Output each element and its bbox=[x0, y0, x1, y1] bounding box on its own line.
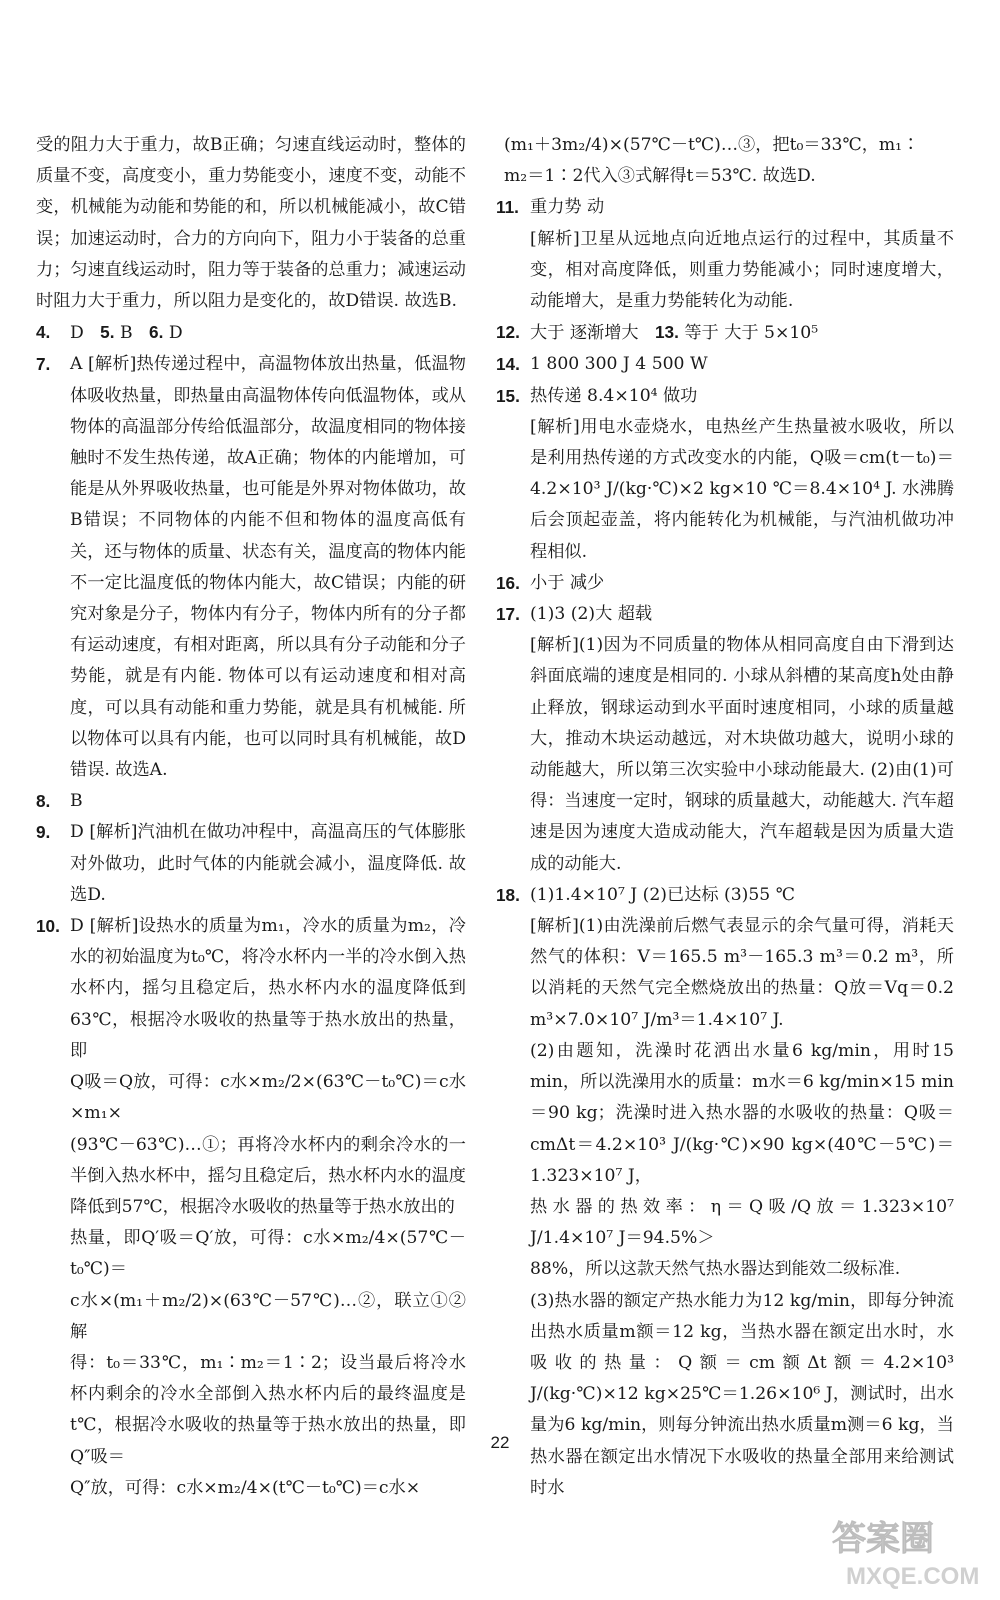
question-number: 9. bbox=[36, 822, 51, 843]
equation-5: (m₁＋3m₂/4)×(57℃－t℃)…③，把t₀＝33℃，m₁∶ bbox=[504, 135, 920, 155]
answer-text: 小于 减少 bbox=[530, 572, 605, 593]
question-number: 7. bbox=[36, 354, 51, 375]
answer-continuation: 受的阻力大于重力，故B正确；匀速直线运动时，整体的质量不变，高度变小，重力势能变小，速度不变，动能不变，机械能为动能和势能的和，所以机械能减小，故C错误；加速运动时，合力的方向向下，阻力小于装备的总重力；匀速直线运动时，阻力等于装备的总重力；减速运动时阻力大于重力，所以阻力是变化的，故D错误. 故选B. bbox=[36, 135, 466, 312]
answer-text: B bbox=[70, 791, 83, 812]
question-number: 11. bbox=[496, 197, 519, 218]
answers-12-13 bbox=[496, 317, 954, 349]
analysis-text: [解析]卫星从远地点向近地点运行的过程中，其质量不变，相对高度降低，则重力势能减小；同时速度增大，动能增大，是重力势能转化为动能. bbox=[530, 228, 954, 312]
answer-text: 得：t₀＝33℃，m₁∶m₂＝1∶2；设当最后将冷水杯内剩余的冷水全部倒入热水杯内后的最终温度是t℃，根据冷水吸收的热量等于热水放出的热量，即Q″吸＝ bbox=[70, 1352, 466, 1467]
equation-1: Q吸＝Q放，可得：c水×m₂/2×(63℃－t₀℃)＝c水×m₁× bbox=[70, 1072, 466, 1124]
answer-16 bbox=[496, 568, 954, 599]
answer-text: m₂＝1∶2代入③式解得t＝53℃. 故选D. bbox=[504, 166, 816, 187]
answer-8 bbox=[36, 786, 466, 817]
question-number: 18. bbox=[496, 884, 520, 905]
answer-text: D bbox=[70, 323, 84, 344]
answer-text: D [解析]设热水的质量为m₁，冷水的质量为m₂，冷水的初始温度为t₀℃，将冷水杯内一半的冷水倒入热水杯内，摇匀且稳定后，热水杯内水的温度降低到63℃，根据冷水吸收的热量等于热水放出的热量，即 bbox=[70, 916, 466, 1061]
question-number: 10. bbox=[36, 916, 60, 937]
answers-4-6 bbox=[36, 317, 466, 349]
analysis-text: [解析]用电水壶烧水，电热丝产生热量被水吸收，所以是利用热传递的方式改变水的内能，Q吸＝cm(t－t₀)＝4.2×10³ J/(kg·℃)×2 kg×10 ℃＝8.4×10⁴ J. 水沸腾后会顶起壶盖，将内能转化为机械能，与汽油机做功冲程相似. bbox=[530, 416, 954, 562]
analysis-text: [解析](1)由洗澡前后燃气表显示的余气量可得，消耗天然气的体积：V＝165.5 m³－165.3 m³＝0.2 m³，所以消耗的天然气完全燃烧放出的热量：Q放＝Vq＝0.2 m³×7.0×10⁷ J/m³＝1.4×10⁷ J. bbox=[530, 916, 954, 1030]
answer-17 bbox=[496, 599, 954, 880]
answer-text: (93℃－63℃)…①；再将冷水杯内的剩余冷水的一半倒入热水杯中，摇匀且稳定后，热水杯内水的温度降低到57℃，根据冷水吸收的热量等于热水放出的 bbox=[70, 1134, 466, 1217]
question-number: 13. bbox=[654, 322, 679, 343]
watermark-logo bbox=[826, 1506, 986, 1592]
question-number: 12. bbox=[496, 322, 520, 343]
analysis-text: (2)由题知，洗澡时花洒出水量6 kg/min，用时15 min，所以洗澡用水的质量：m水＝6 kg/min×15 min＝90 kg；洗澡时进入热水器的水吸收的热量：Q吸＝cmΔt＝4.2×10³ J/(kg·℃)×90 kg×(40℃－5℃)＝1.323×10⁷ J， bbox=[530, 1040, 954, 1186]
answer-text: 1 800 300 J 4 500 W bbox=[530, 354, 708, 375]
watermark-site-text: MXQE.COM bbox=[846, 1563, 980, 1590]
left-column bbox=[36, 130, 466, 1504]
question-number: 16. bbox=[496, 572, 520, 593]
answer-15 bbox=[496, 381, 954, 568]
answer-18 bbox=[496, 880, 954, 1504]
answer-7 bbox=[36, 349, 466, 786]
answer-text: 等于 大于 5×10⁵ bbox=[684, 323, 819, 344]
question-number: 14. bbox=[496, 354, 520, 375]
question-number: 5. bbox=[100, 322, 115, 343]
analysis-text: 88%，所以这款天然气热水器达到能效二级标准. bbox=[530, 1259, 901, 1280]
watermark-logo-text: 答案圈 bbox=[832, 1519, 934, 1559]
question-number: 4. bbox=[36, 322, 51, 343]
answer-text: 重力势 动 bbox=[530, 197, 605, 218]
answer-text: 热传递 8.4×10⁴ 做功 bbox=[530, 385, 698, 406]
question-number: 6. bbox=[149, 322, 164, 343]
answer-text: (1)1.4×10⁷ J (2)已达标 (3)55 ℃ bbox=[530, 884, 795, 905]
answer-text: A [解析]热传递过程中，高温物体放出热量，低温物体吸收热量，即热量由高温物体传向低温物体，或从物体的高温部分传给低温部分，故温度相同的物体接触时不发生热传递，故A正确；物体的内能增加，可能是从外界吸收热量，也可能是外界对物体做功，故B错误；不同物体的内能不但和物体的温度高低有关，还与物体的质量、状态有关，温度高的物体内能不一定比温度低的物体内能大，故C错误；内能的研究对象是分子，物体内有分子，物体内所有的分子都有运动速度，有相对距离，所以具有分子动能和分子势能，就是有内能. 物体可以有运动速度和相对高度，可以具有动能和重力势能，就是具有机械能. 所以物体可以具有内能，也可以同时具有机械能，故D错误. 故选A. bbox=[70, 354, 466, 781]
answer-text: D [解析]汽油机在做功冲程中，高温高压的气体膨胀对外做功，此时气体的内能就会减小，温度降低. 故选D. bbox=[70, 822, 466, 905]
answer-text: 大于 逐渐增大 bbox=[530, 323, 639, 344]
answer-10-continued bbox=[496, 130, 954, 192]
question-number: 8. bbox=[36, 791, 51, 812]
equation-2: 热量，即Q′吸＝Q′放，可得：c水×m₂/4×(57℃－t₀℃)＝ bbox=[70, 1228, 466, 1280]
answer-10 bbox=[36, 911, 466, 1504]
answer-text: B bbox=[119, 323, 133, 344]
analysis-text: (3)热水器的额定产热水能力为12 kg/min，即每分钟流出热水质量m额＝12 kg，当热水器在额定出水时，水吸收的热量：Q额＝cm额Δt额＝4.2×10³ J/(kg·℃)×12 kg×25℃＝1.26×10⁶ J，测试时，出水量为6 kg/min，则每分钟流出热水质量m测＝6 kg，当热水器在额定出水情况下水吸收的热量全部用来给测试时水 bbox=[530, 1290, 954, 1498]
page-number: 22 bbox=[490, 1433, 510, 1452]
answer-11 bbox=[496, 192, 954, 317]
question-number: 15. bbox=[496, 385, 520, 406]
equation-3: c水×(m₁＋m₂/2)×(63℃－57℃)…②，联立①②解 bbox=[70, 1290, 466, 1342]
answer-14 bbox=[496, 349, 954, 380]
right-column bbox=[496, 130, 954, 1504]
equation-4: Q″放，可得：c水×m₂/4×(t℃－t₀℃)＝c水× bbox=[70, 1477, 421, 1498]
question-number: 17. bbox=[496, 604, 520, 625]
answer-text: D bbox=[168, 323, 183, 344]
analysis-text: [解析](1)因为不同质量的物体从相同高度自由下滑到达斜面底端的速度是相同的. 小球从斜槽的某高度h处由静止释放，钢球运动到水平面时速度相同，小球的质量越大，推动木块运动越远，对木块做功越大，说明小球的动能越大，所以第三次实验中小球动能最大. (2)由(1)可得：当速度一定时，钢球的质量越大，动能越大. 汽车超速是因为速度大造成动能大，汽车超载是因为质量大造成的动能大. bbox=[530, 635, 954, 874]
answer-text: (1)3 (2)大 超载 bbox=[530, 604, 653, 625]
efficiency-equation: 热水器的热效率：η＝Q吸/Q放＝1.323×10⁷ J/1.4×10⁷ J＝94.5%＞ bbox=[530, 1196, 954, 1249]
answer-9 bbox=[36, 817, 466, 911]
